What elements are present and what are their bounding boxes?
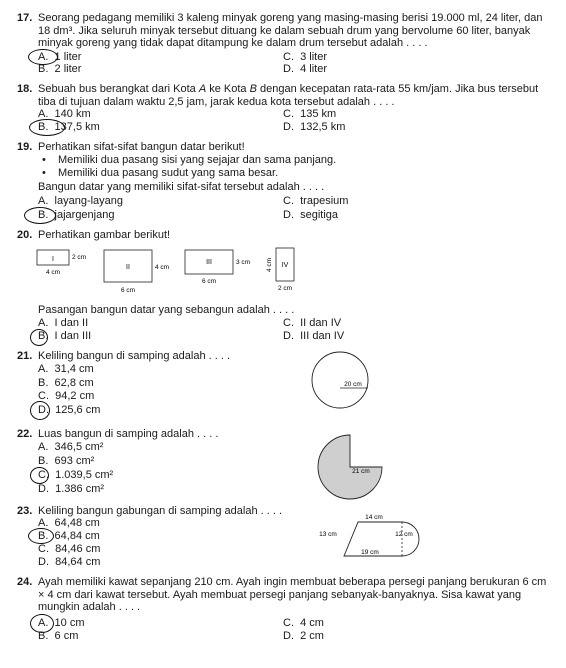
- svg-text:I: I: [52, 256, 54, 263]
- q17-option-b[interactable]: B. 2 liter: [38, 63, 82, 75]
- q23-option-c[interactable]: C. 84,46 cm: [38, 543, 101, 555]
- q22-option-d[interactable]: D. 1.386 cm²: [38, 483, 105, 495]
- q17-number: 17.: [17, 12, 33, 24]
- q24-number: 24.: [17, 576, 33, 588]
- q24-option-c[interactable]: C. 4 cm: [283, 617, 324, 629]
- q22-option-c[interactable]: C. 1.039,5 cm²: [38, 469, 114, 481]
- q23-option-b[interactable]: B. 64,84 cm: [38, 530, 100, 542]
- svg-text:12 cm: 12 cm: [395, 531, 413, 538]
- three-quarter-circle-figure: [308, 432, 388, 502]
- q21-option-d[interactable]: D. 125,6 cm: [38, 404, 101, 416]
- answer-circle: [30, 467, 49, 484]
- q20-text: Perhatikan gambar berikut!: [38, 229, 171, 241]
- rectangles-figure: [30, 244, 310, 298]
- svg-text:6 cm: 6 cm: [201, 278, 217, 285]
- svg-text:III: III: [206, 259, 212, 266]
- q24-option-d[interactable]: D. 2 cm: [283, 630, 324, 642]
- rectangle-i: [37, 250, 86, 276]
- q21-option-c[interactable]: C. 94,2 cm: [38, 390, 95, 402]
- q24-option-a[interactable]: A. 10 cm: [38, 617, 85, 629]
- svg-text:4 cm: 4 cm: [155, 264, 170, 271]
- q22-option-b[interactable]: B. 693 cm²: [38, 455, 95, 467]
- q18-number: 18.: [17, 83, 33, 95]
- q18-option-b[interactable]: B. 137,5 km: [38, 121, 100, 133]
- svg-text:2 cm: 2 cm: [277, 285, 293, 292]
- q21-option-a[interactable]: A. 31,4 cm: [38, 363, 94, 375]
- q19-question: Bangun datar yang memiliki sifat-sifat tersebut adalah . . . .: [38, 181, 325, 193]
- q17-option-a[interactable]: A. 1 liter: [38, 51, 82, 63]
- svg-text:4 cm: 4 cm: [266, 257, 273, 273]
- svg-text:6 cm: 6 cm: [120, 287, 136, 294]
- rectangle-iv: [266, 248, 294, 292]
- q21-number: 21.: [17, 350, 33, 362]
- q17-option-c[interactable]: C. 3 liter: [283, 51, 328, 63]
- q24-text: Ayah memiliki kawat sepanjang 210 cm. Ayah ingin membuat beberapa persegi panjang berukuran 6 cm × 4 cm dari kawat tersebut. Ayah membuat persegi panjang sebanyak-banyaknya. Sisa kawat yang mungkin adalah . . . .: [38, 576, 547, 614]
- q22-text: Luas bangun di samping adalah . . . .: [38, 428, 219, 440]
- svg-text:II: II: [126, 264, 130, 271]
- bullet-icon: •: [42, 154, 46, 166]
- svg-text:IV: IV: [281, 262, 289, 269]
- q22-number: 22.: [17, 428, 33, 440]
- answer-circle: [28, 528, 54, 544]
- q23-option-d[interactable]: D. 84,64 cm: [38, 556, 101, 568]
- answer-circle: [30, 401, 50, 420]
- svg-text:14 cm: 14 cm: [365, 514, 383, 521]
- q17-option-d[interactable]: D. 4 liter: [283, 63, 328, 75]
- svg-text:19 cm: 19 cm: [361, 549, 379, 556]
- rectangle-ii: [104, 250, 169, 294]
- svg-text:20 cm: 20 cm: [344, 381, 362, 388]
- q17-text: Seorang pedagang memiliki 3 kaleng minyak goreng yang masing-masing berisi 19.000 ml, 24 liter, dan 18 dm³. Jika seluruh minyak tersebut dituang ke dalam sebuah drum yang bervolume 60 liter, banyak minyak goreng yang tidak dapat ditampung ke dalam drum tersebut adalah . . . .: [38, 12, 543, 50]
- q18-option-d[interactable]: D. 132,5 km: [283, 121, 346, 133]
- q21-option-b[interactable]: B. 62,8 cm: [38, 377, 94, 389]
- composite-shape-figure: [310, 508, 435, 558]
- svg-text:4 cm: 4 cm: [45, 269, 61, 276]
- q20-question: Pasangan bangun datar yang sebangun adalah . . . .: [38, 304, 295, 316]
- q19-text: Perhatikan sifat-sifat bangun datar berikut!: [38, 141, 245, 153]
- q20-option-a[interactable]: A. I dan II: [38, 317, 89, 329]
- q20-option-d[interactable]: D. III dan IV: [283, 330, 345, 342]
- bullet-icon: •: [42, 167, 46, 179]
- q20-option-b[interactable]: B. I dan III: [38, 330, 92, 342]
- q23-text: Keliling bangun gabungan di samping adalah . . . .: [38, 505, 283, 517]
- q23-option-a[interactable]: A. 64,48 cm: [38, 517, 100, 529]
- circle-figure: [310, 350, 370, 410]
- q20-number: 20.: [17, 229, 33, 241]
- q19-option-a[interactable]: A. layang-layang: [38, 195, 124, 207]
- svg-text:13 cm: 13 cm: [319, 531, 337, 538]
- q19-option-d[interactable]: D. segitiga: [283, 209, 339, 221]
- q18-option-a[interactable]: A. 140 km: [38, 108, 91, 120]
- svg-text:2 cm: 2 cm: [72, 254, 87, 261]
- q23-number: 23.: [17, 505, 33, 517]
- q19-bullet-2: Memiliki dua pasang sudut yang sama besar.: [58, 167, 279, 179]
- q18-option-c[interactable]: C. 135 km: [283, 108, 337, 120]
- q22-option-a[interactable]: A. 346,5 cm²: [38, 441, 104, 453]
- q20-option-c[interactable]: C. II dan IV: [283, 317, 342, 329]
- q24-option-b[interactable]: B. 6 cm: [38, 630, 79, 642]
- answer-circle: [30, 329, 48, 346]
- answer-circle: [24, 207, 56, 224]
- rectangle-iii: [185, 250, 250, 285]
- q19-number: 19.: [17, 141, 33, 153]
- answer-circle: [29, 119, 65, 136]
- q21-text: Keliling bangun di samping adalah . . . .: [38, 350, 231, 362]
- svg-text:3 cm: 3 cm: [236, 259, 251, 266]
- q19-bullet-1: Memiliki dua pasang sisi yang sejajar dan sama panjang.: [58, 154, 337, 166]
- q19-option-c[interactable]: C. trapesium: [283, 195, 349, 207]
- q18-text: Sebuah bus berangkat dari Kota A ke Kota B dengan kecepatan rata-rata 55 km/jam. Jika bus tersebut tiba di tujuan dalam waktu 2,5 jam, jarak kedua kota tersebut adalah . . . .: [38, 83, 539, 108]
- q19-option-b[interactable]: B. jajargenjang: [38, 209, 115, 221]
- svg-text:21 cm: 21 cm: [352, 468, 370, 475]
